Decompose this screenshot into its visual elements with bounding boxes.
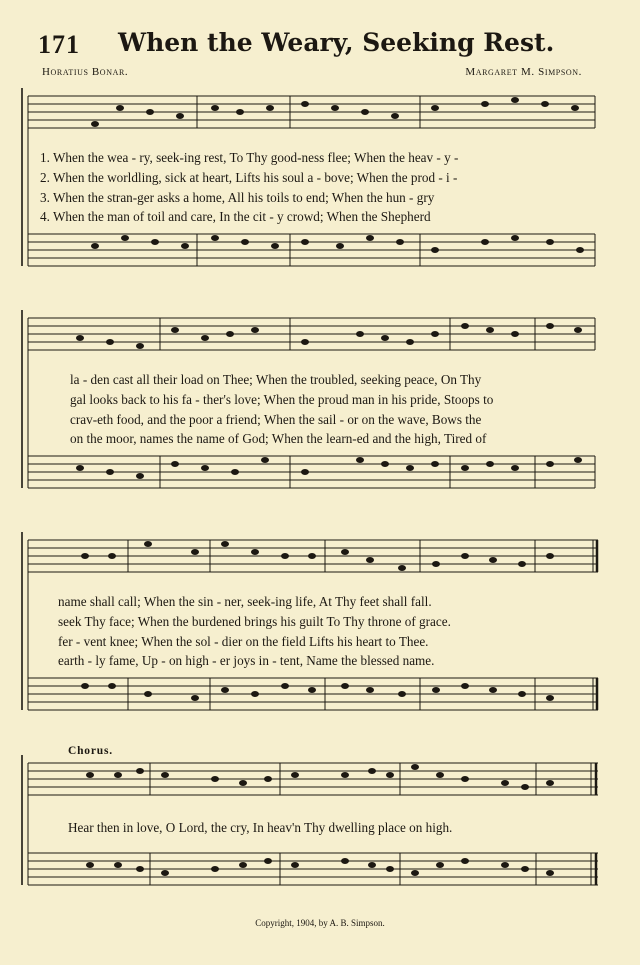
lyrics-system-2 — [70, 370, 600, 449]
chorus-lyric: Hear then in love, O Lord, the cry, In heav'n Thy dwelling place on high. — [68, 820, 453, 835]
lyrics-system-1 — [40, 148, 600, 227]
lyric-line: fer - vent knee; When the sol - dier on the field Lifts his heart to Thee. — [58, 633, 429, 649]
lyric-line: 1. When the wea - ry, seek-ing rest, To Thy good-ness flee; When the heav - y - — [40, 150, 459, 165]
lyric-line: 4. When the man of toil and care, In the cit - y crowd; When the Shepherd — [40, 209, 431, 225]
lyric-line: seek Thy face; When the burdened brings his guilt To Thy throne of grace. — [58, 613, 451, 629]
lyric-line: gal looks back to his fa - ther's love; When the proud man in his pride, Stoops to — [70, 391, 494, 407]
hymn-title: When the Weary, Seeking Rest. — [118, 28, 555, 57]
lyric-line: 2. When the worldling, sick at heart, Lifts his soul a - bove; When the prod - i - — [40, 169, 458, 185]
chorus-label: Chorus. — [68, 745, 113, 757]
lyric-line: earth - ly fame, Up - on high - er joys in - tent, Name the blessed name. — [58, 653, 435, 669]
copyright-notice: Copyright, 1904, by A. B. Simpson. — [255, 918, 385, 928]
lyric-line: 3. When the stran-ger asks a home, All his toils to end; When the hun - gry — [40, 189, 435, 205]
composer-credit: Margaret M. Simpson. — [465, 66, 582, 78]
hymn-number: 171 — [38, 30, 80, 59]
lyric-line: name shall call; When the sin - ner, seek-ing life, At Thy feet shall fall. — [58, 594, 432, 609]
lyrics-system-3 — [58, 592, 598, 671]
lyric-line: crav-eth food, and the poor a friend; When the sail - or on the wave, Bows the — [70, 411, 482, 427]
lyric-line: la - den cast all their load on Thee; When the troubled, seeking peace, On Thy — [70, 372, 482, 387]
lyric-line: on the moor, names the name of God; When the learn-ed and the high, Tired of — [70, 431, 487, 447]
author-credit: Horatius Bonar. — [42, 66, 129, 78]
